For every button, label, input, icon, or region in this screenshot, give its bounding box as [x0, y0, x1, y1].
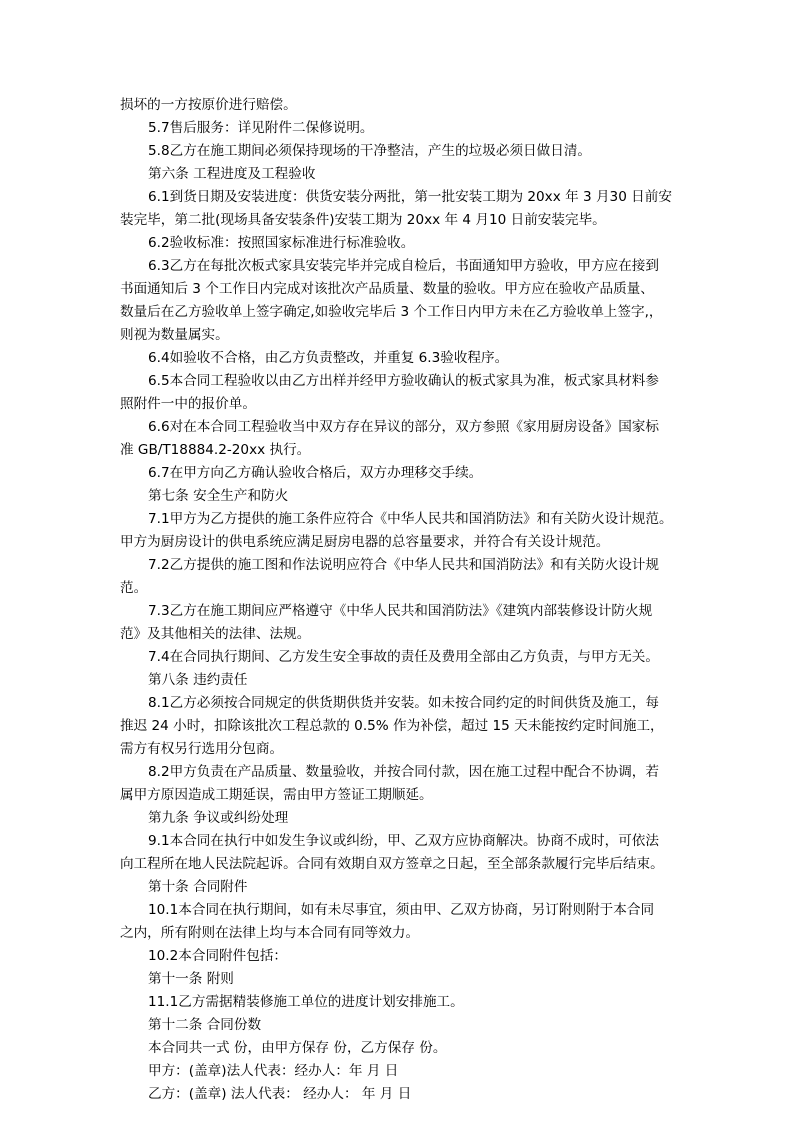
- text-line: 6.6对在本合同工程验收当中双方存在异议的部分，双方参照《家用厨房设备》国家标: [148, 419, 659, 435]
- text-line: 5.7售后服务：详见附件二保修说明。: [148, 120, 374, 136]
- text-line: 7.3乙方在施工期间应严格遵守《中华人民共和国消防法》《建筑内部装修设计防火规: [148, 603, 653, 619]
- text-line: 7.1甲方为乙方提供的施工条件应符合《中华人民共和国消防法》和有关防火设计规范。: [148, 511, 673, 527]
- text-line: 10.1本合同在执行期间，如有未尽事宜，须由甲、乙双方协商，另订附则附于本合同: [148, 902, 655, 918]
- text-line: 6.2验收标准：按照国家标准进行标准验收。: [148, 235, 415, 251]
- text-line: 损坏的一方按原价进行赔偿。: [120, 97, 297, 113]
- text-line: 第六条 工程进度及工程验收: [148, 166, 316, 182]
- text-line: 属甲方原因造成工期延误，需由甲方签证工期顺延。: [120, 787, 433, 803]
- text-line: 6.7在甲方向乙方确认验收合格后，双方办理移交手续。: [148, 465, 483, 481]
- text-line: 照附件一中的报价单。: [120, 396, 256, 412]
- text-line: 书面通知后 3 个工作日内完成对该批次产品质量、数量的验收。甲方应在验收产品质量、: [120, 281, 654, 297]
- text-line: 则视为数量属实。: [120, 327, 229, 343]
- text-line: 准 GB/T18884.2-20xx 执行。: [120, 442, 311, 458]
- text-line: 数量后在乙方验收单上签字确定,如验收完毕后 3 个工作日内甲方未在乙方验收单上签字,，: [120, 304, 663, 320]
- text-line: 范》及其他相关的法律、法规。: [120, 626, 311, 642]
- text-line: 甲方：(盖章)法人代表：经办人：年 月 日: [148, 1063, 399, 1079]
- text-line: 6.3乙方在每批次板式家具安装完毕并完成自检后，书面通知甲方验收，甲方应在接到: [148, 258, 659, 274]
- text-line: 5.8乙方在施工期间必须保持现场的干净整洁，产生的垃圾必须日做日清。: [148, 143, 592, 159]
- text-line: 乙方：(盖章) 法人代表： 经办人： 年 月 日: [148, 1086, 412, 1102]
- text-line: 9.1本合同在执行中如发生争议或纠纷，甲、乙双方应协商解决。协商不成时，可依法: [148, 833, 659, 849]
- text-line: 本合同共一式 份，由甲方保存 份，乙方保存 份。: [148, 1040, 447, 1056]
- text-line: 第十一条 附则: [148, 971, 234, 987]
- text-line: 向工程所在地人民法院起诉。合同有效期自双方签章之日起，至全部条款履行完毕后结束。: [120, 856, 664, 872]
- text-line: 第八条 违约责任: [148, 672, 248, 688]
- text-line: 7.2乙方提供的施工图和作法说明应符合《中华人民共和国消防法》和有关防火设计规: [148, 557, 659, 573]
- text-line: 第十条 合同附件: [148, 879, 248, 895]
- text-line: 7.4在合同执行期间、乙方发生安全事故的责任及费用全部由乙方负责，与甲方无关。: [148, 649, 659, 665]
- text-line: 6.4如验收不合格，由乙方负责整改，并重复 6.3验收程序。: [148, 350, 509, 366]
- text-line: 6.5本合同工程验收以由乙方出样并经甲方验收确认的板式家具为准，板式家具材料参: [148, 373, 659, 389]
- text-line: 11.1乙方需据精装修施工单位的进度计划安排施工。: [148, 994, 464, 1010]
- text-line: 推迟 24 小时，扣除该批次工程总款的 0.5% 作为补偿，超过 15 天未能按约定时间施工，: [120, 718, 664, 734]
- text-line: 8.2甲方负责在产品质量、数量验收，并按合同付款，因在施工过程中配合不协调，若: [148, 764, 659, 780]
- text-line: 范。: [120, 580, 148, 596]
- text-line: 装完毕，第二批(现场具备安装条件)安装工期为 20xx 年 4 月10 日前安装完毕。: [120, 212, 606, 228]
- text-line: 第七条 安全生产和防火: [148, 488, 289, 504]
- text-line: 10.2本合同附件包括：: [148, 948, 288, 964]
- text-line: 第九条 争议或纠纷处理: [148, 810, 289, 826]
- text-line: 第十二条 合同份数: [148, 1017, 262, 1033]
- text-line: 需方有权另行选用分包商。: [120, 741, 284, 757]
- text-line: 之内，所有附则在法律上均与本合同有同等效力。: [120, 925, 420, 941]
- text-line: 6.1到货日期及安装进度：供货安装分两批，第一批安装工期为 20xx 年 3 月30 日前安: [148, 189, 672, 205]
- text-line: 8.1乙方必须按合同规定的供货期供货并安装。如未按合同约定的时间供货及施工，每: [148, 695, 659, 711]
- text-line: 甲方为厨房设计的供电系统应满足厨房电器的总容量要求，并符合有关设计规范。: [120, 534, 610, 550]
